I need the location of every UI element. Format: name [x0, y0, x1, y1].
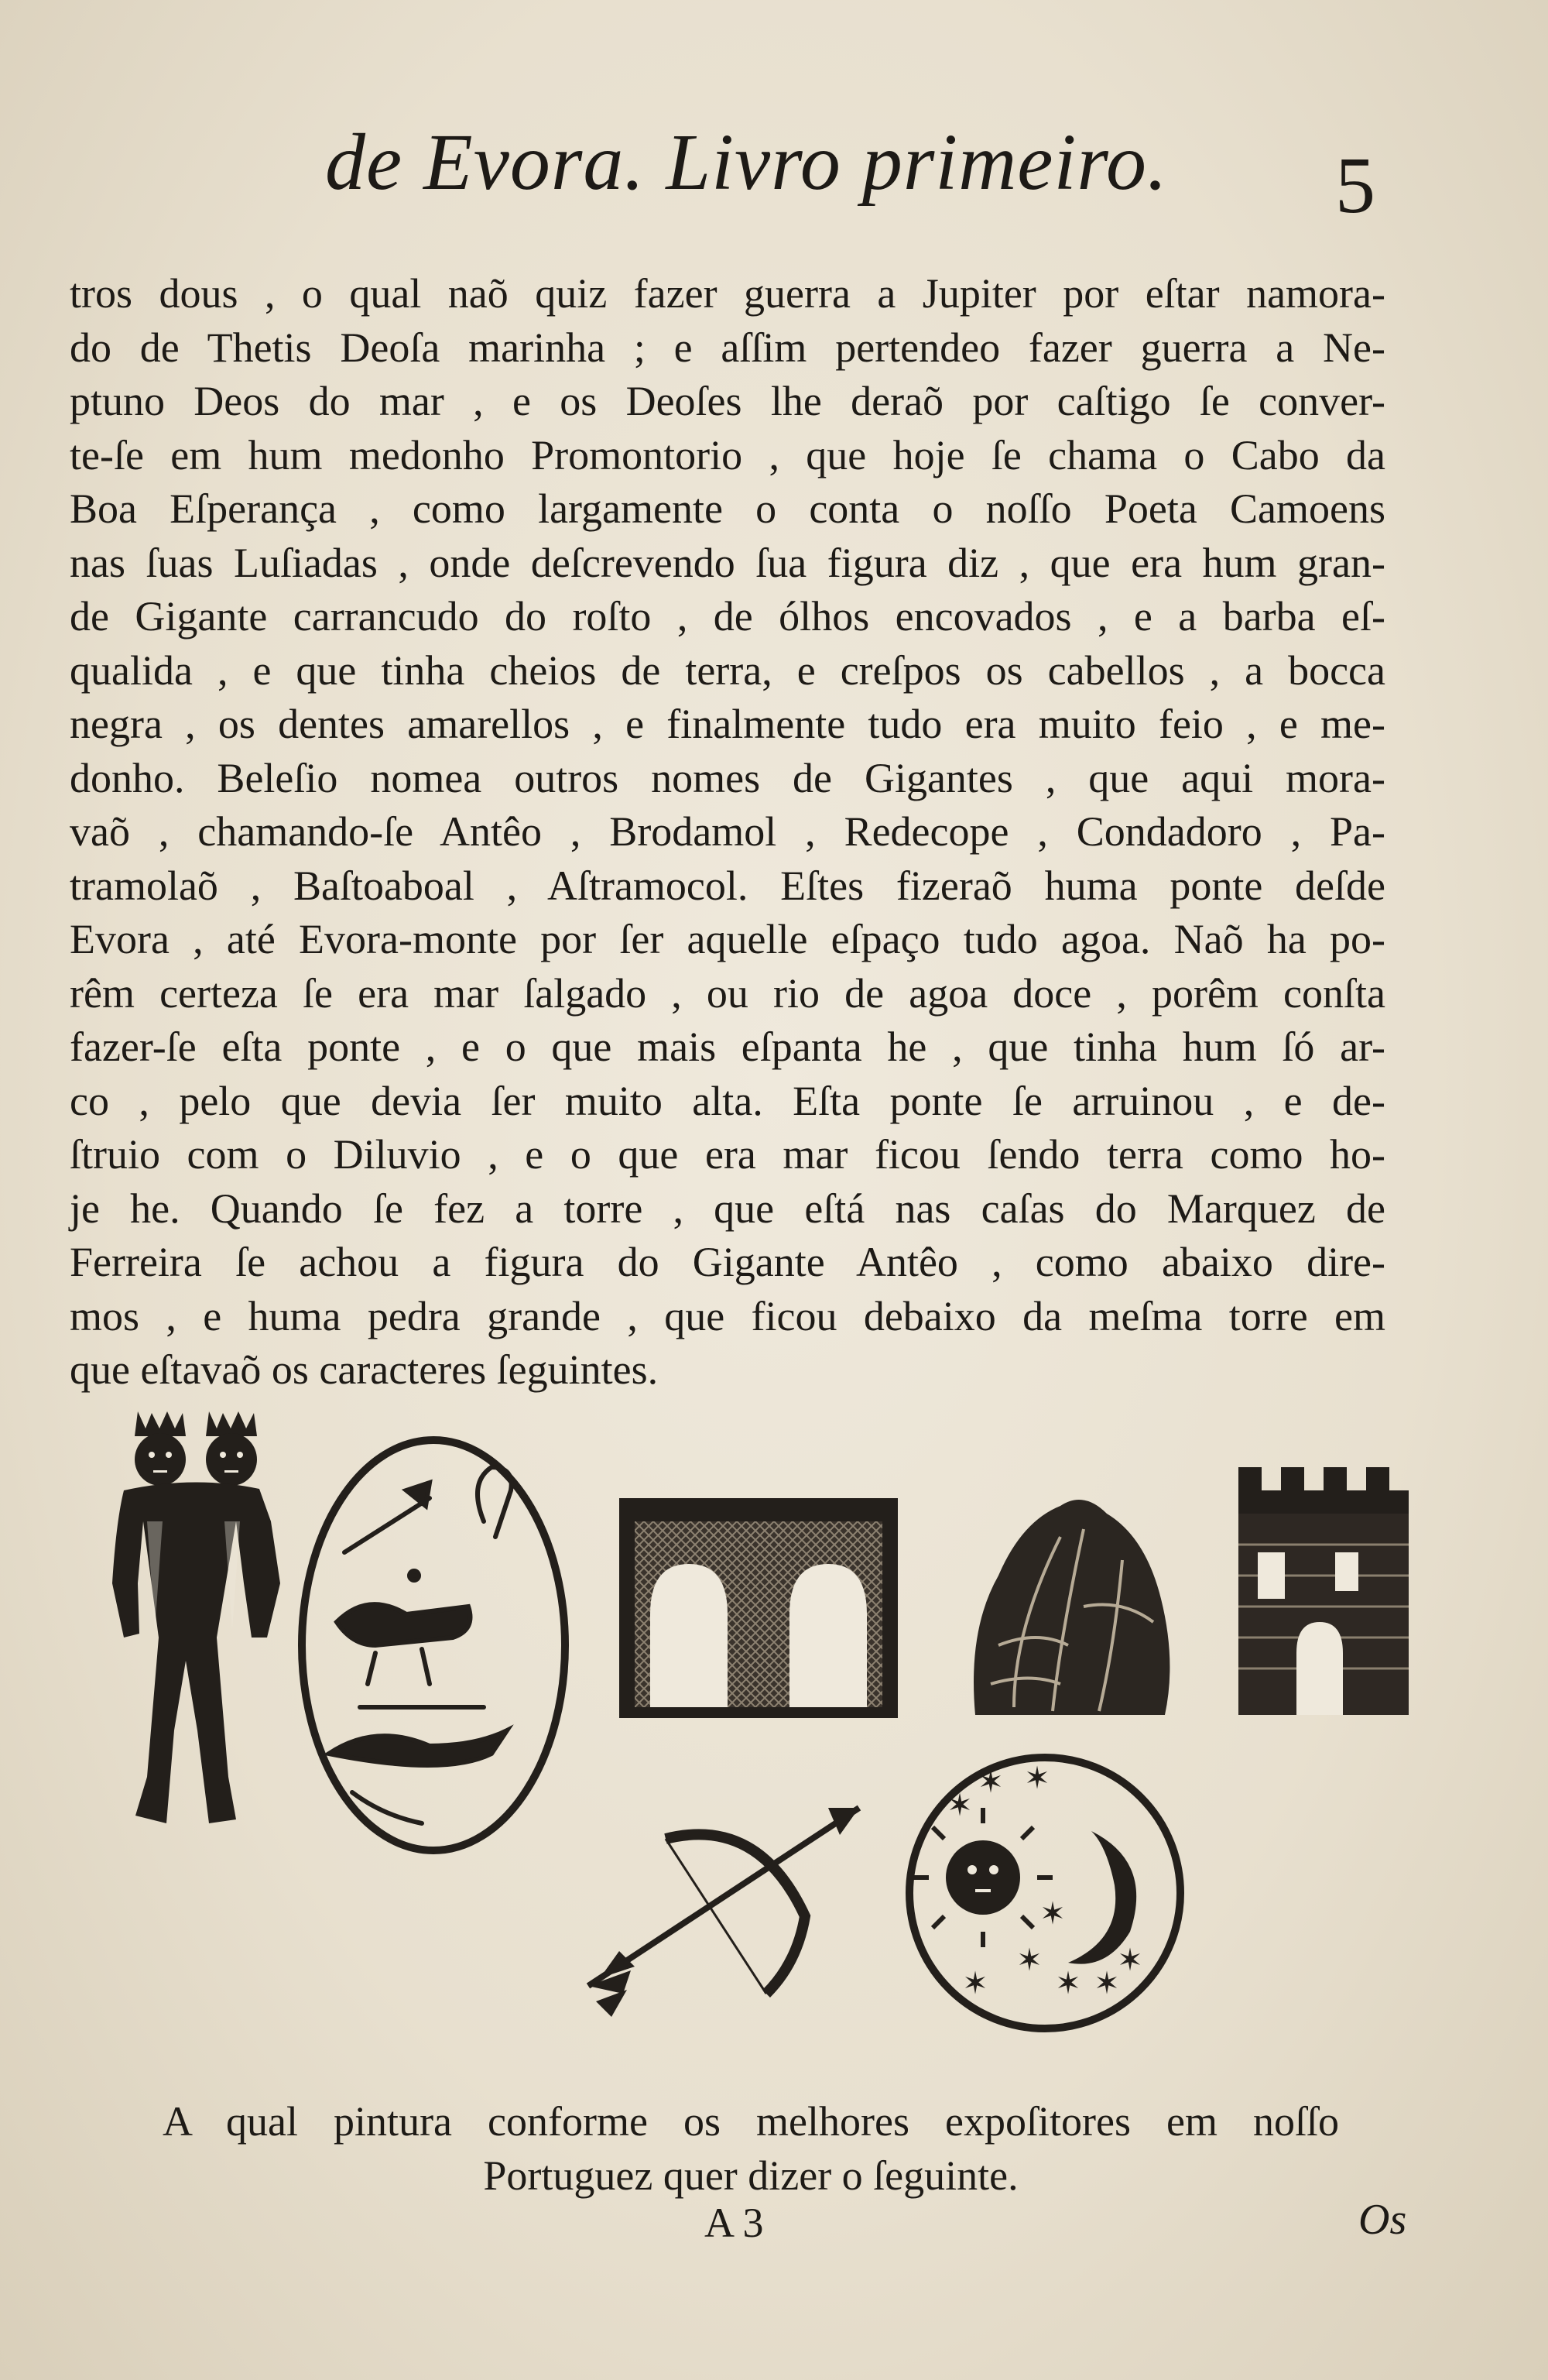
text-line: do de Thetis Deoſa marinha ; e aſſim pertendeo fazer guerra a Ne-	[70, 324, 1385, 371]
text-line: Ferreira ſe achou a figura do Gigante Antêo , como abaixo dire-	[70, 1239, 1385, 1285]
text-line: nas ſuas Luſiadas , onde deſcrevendo ſua figura diz , que era hum gran-	[70, 539, 1385, 586]
text-line: de Gigante carrancudo do roſto , de ólhos encovados , e a barba eſ-	[70, 593, 1385, 640]
giants-icon	[101, 1405, 310, 1854]
text-line: ſtruio com o Diluvio , e o que era mar ficou ſendo terra como ho-	[70, 1131, 1385, 1178]
text-line: te-ſe em hum medonho Promontorio , que hoje ſe chama o Cabo da	[70, 431, 1385, 478]
text-line: tramolaõ , Baſtoaboal , Aſtramocol. Eſtes fizeraõ huma ponte deſde	[70, 862, 1385, 909]
text-line: Evora , até Evora-monte por ſer aquelle eſpaço tudo agoa. Naõ ha po-	[70, 916, 1385, 962]
text-line: Boa Eſperança , como largamente o conta o noſſo Poeta Camoens	[70, 485, 1385, 532]
body-text	[70, 267, 1385, 1397]
svg-text:✶: ✶	[1016, 1943, 1043, 1978]
text-line: mos , e huma pedra grande , que ficou debaixo da meſma torre em	[70, 1292, 1385, 1339]
svg-text:✶: ✶	[947, 1788, 973, 1823]
caption-line: A qual pintura conforme os melhores expoſitores em noſſo	[163, 2098, 1339, 2145]
text-line: co , pelo que devia ſer muito alta. Eſta ponte ſe arruinou , e de-	[70, 1077, 1385, 1124]
svg-text:✶: ✶	[978, 1764, 1004, 1800]
page-number: 5	[1335, 141, 1375, 230]
woodcut-figures	[101, 1405, 1463, 2025]
svg-text:✶: ✶	[1055, 1966, 1081, 2001]
caption-line: Portuguez quer dizer o ſeguinte.	[483, 2152, 1019, 2199]
text-line: fazer-ſe eſta ponte , e o que mais eſpanta he , que tinha hum ſó ar-	[70, 1024, 1385, 1070]
bow-arrow-icon	[565, 1785, 890, 2017]
text-line: qualida , e que tinha cheios de terra, e creſpos os cabellos , a bocca	[70, 646, 1385, 694]
svg-text:✶: ✶	[1117, 1943, 1143, 1978]
text-line: je he. Quando ſe fez a torre , que eſtá nas caſas do Marquez de	[70, 1185, 1385, 1232]
text-line: donho. Beleſio nomea outros nomes de Gigantes , que aqui mora-	[70, 754, 1385, 801]
oval-medallion-icon	[290, 1428, 577, 1862]
catchword: Os	[1358, 2196, 1407, 2244]
text-line: vaõ , chamando-ſe Antêo , Brodamol , Redecope , Condadoro , Pa-	[70, 808, 1385, 855]
text-line: tros dous , o qual naõ quiz fazer guerra a Jupiter por eſtar namora-	[70, 270, 1385, 317]
text-line: ptuno Deos do mar , e os Deoſes lhe deraõ por caſtigo ſe conver-	[70, 378, 1385, 424]
tower-icon	[1227, 1467, 1420, 1723]
text-line: que eſtavaõ os caracteres ſeguintes.	[70, 1346, 659, 1393]
running-head: de Evora. Livro primeiro.	[325, 118, 1168, 207]
svg-text:✶: ✶	[1039, 1896, 1066, 1932]
svg-text:✶: ✶	[962, 1966, 988, 2001]
rock-icon	[968, 1490, 1176, 1723]
signature-mark: A 3	[704, 2200, 764, 2246]
bridge-icon	[611, 1498, 906, 1723]
text-line: rêm certeza ſe era mar ſalgado , ou rio de agoa doce , porêm conſta	[70, 969, 1385, 1017]
caption	[163, 2094, 1339, 2203]
sun-moon-stars-icon	[898, 1746, 1192, 2040]
svg-text:✶: ✶	[1094, 1966, 1120, 2001]
svg-text:✶: ✶	[1024, 1761, 1050, 1796]
text-line: negra , os dentes amarellos , e finalmente tudo era muito feio , e me-	[70, 701, 1385, 747]
